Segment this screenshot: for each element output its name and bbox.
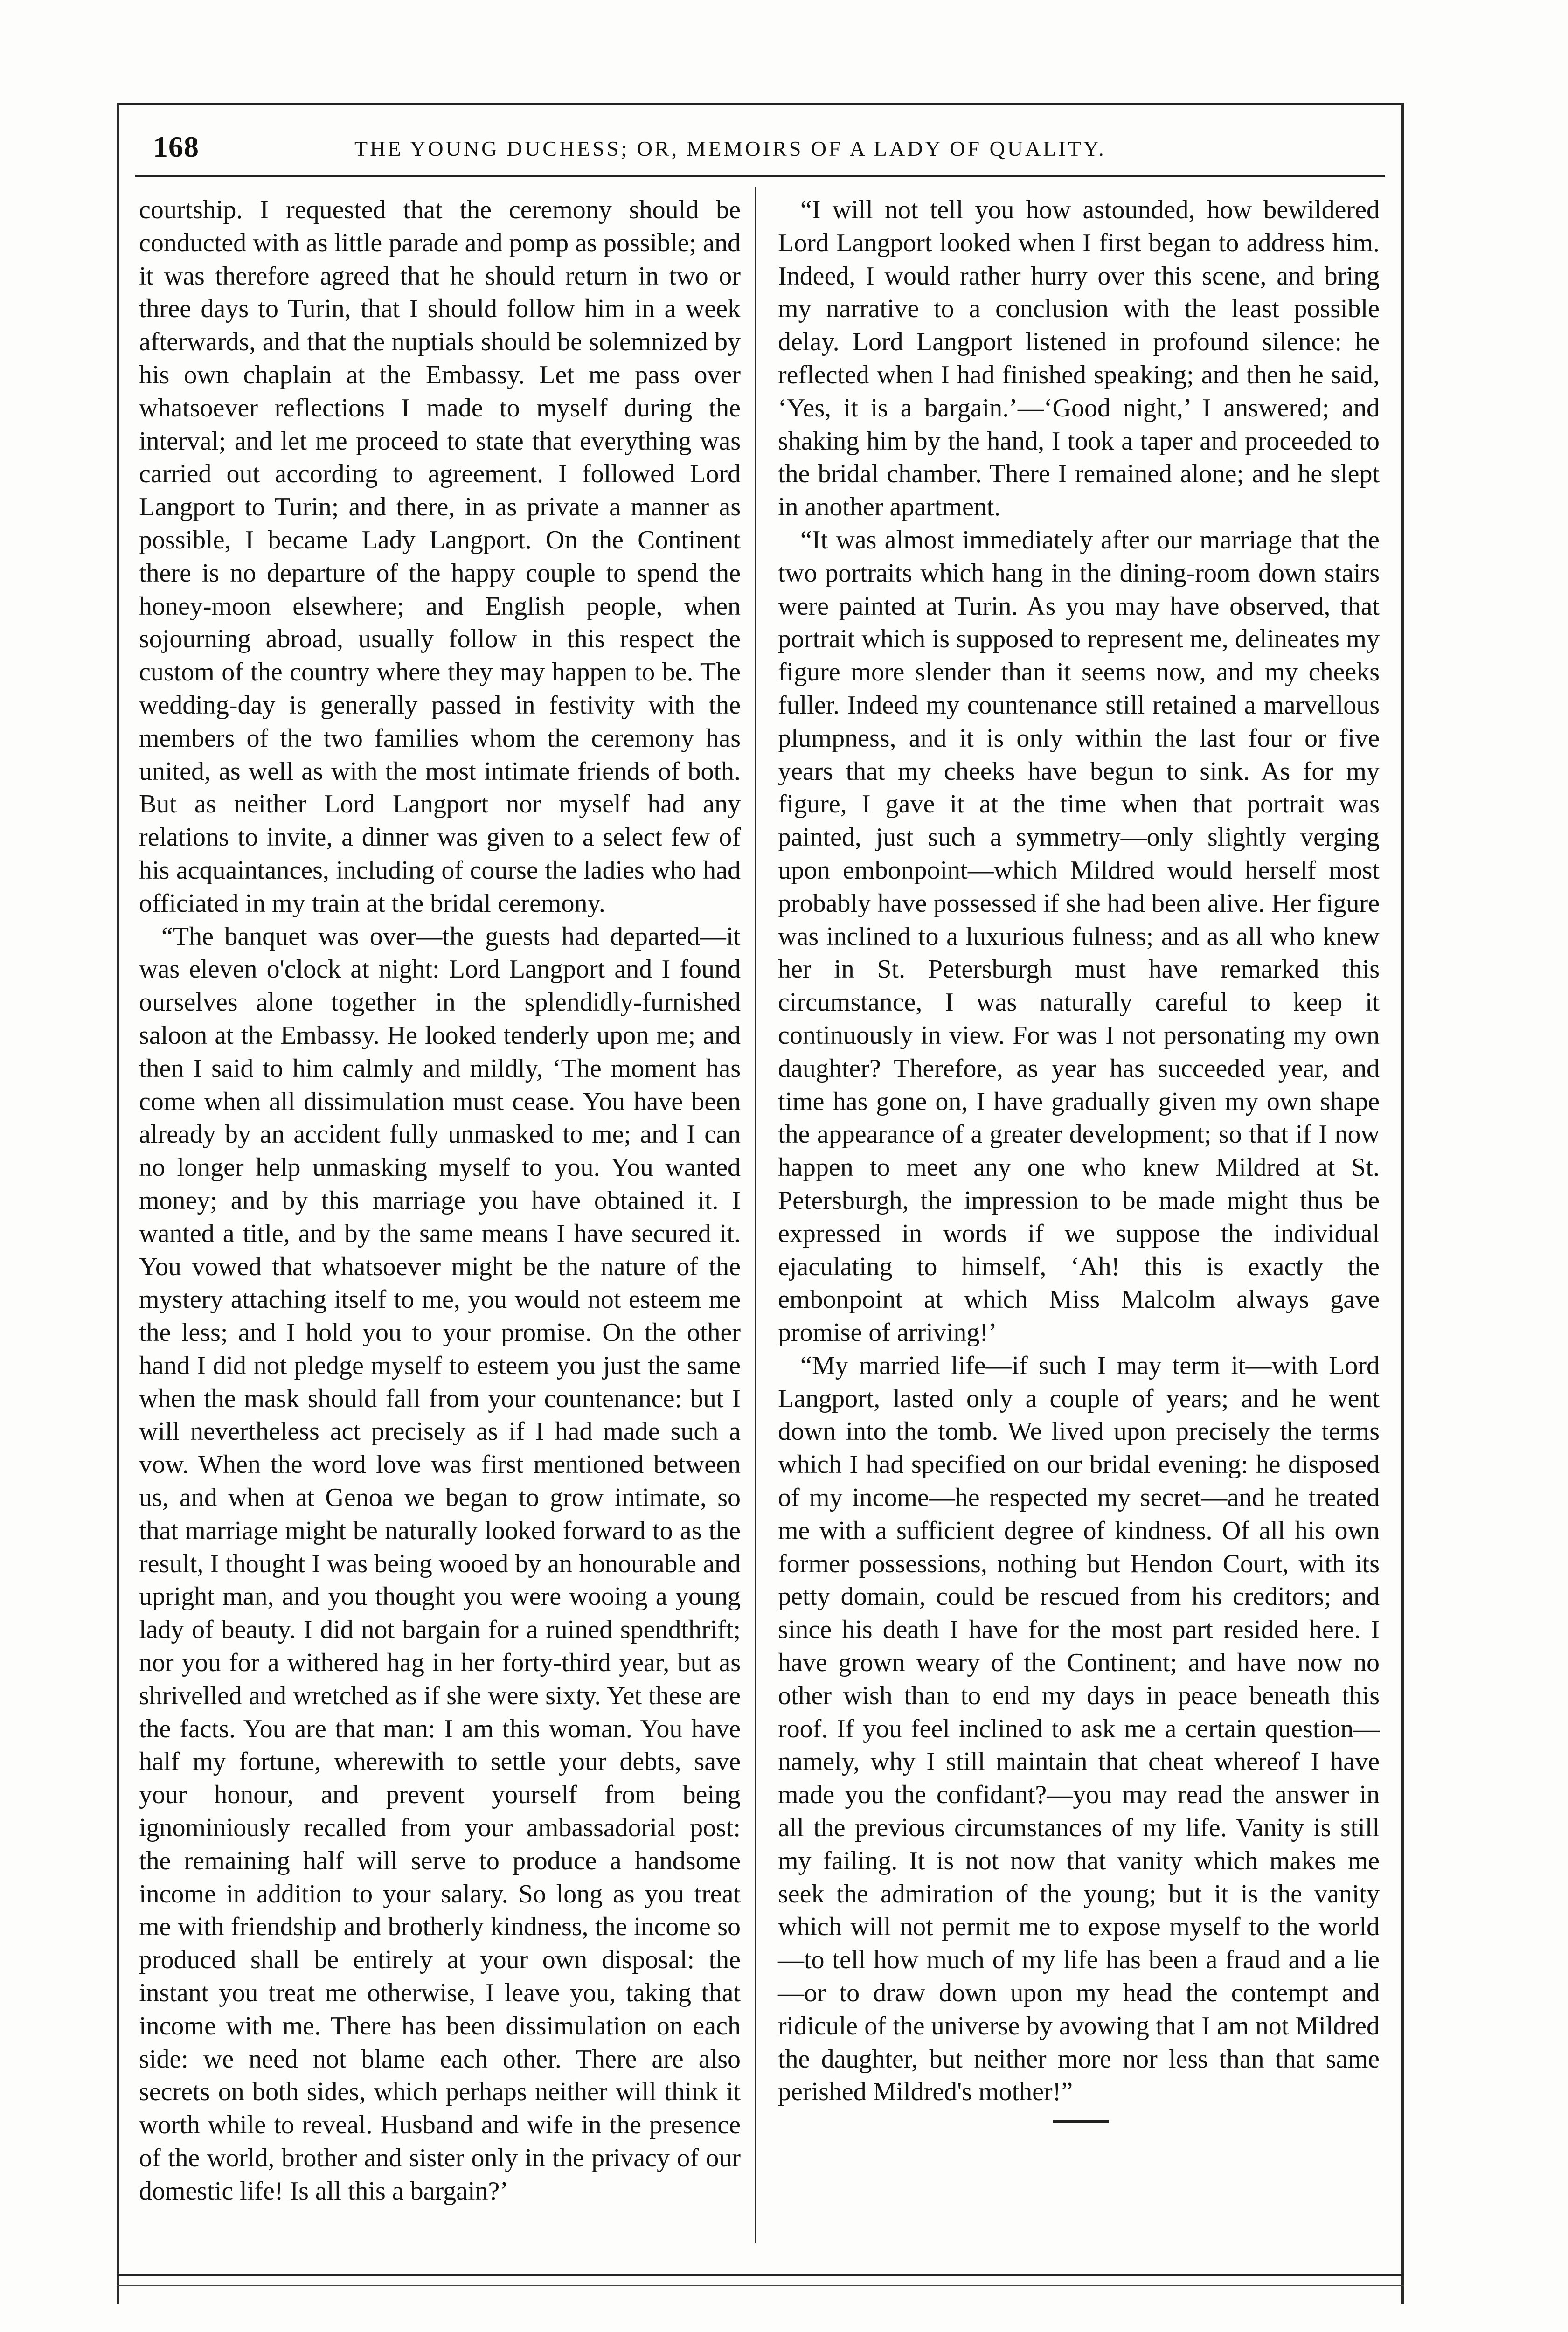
section-end-rule <box>1053 2120 1109 2123</box>
paragraph: courtship. I requested that the ceremony should be conducted with as little parade and pomp as possible; and it was therefore agreed that he should return in two or three days to Turin, that I should follow him in a week afterwards, and that the nuptials should be solemnized by his own chaplain at the Embassy. Let me pass over whatsoever reflections I made to myself during the interval; and let me proceed to state that everything was carried out according to agreement. I followed Lord Langport to Turin; and there, in as private a manner as possible, I became Lady Langport. On the Continent there is no departure of the happy couple to spend the honey-moon elsewhere; and English people, when sojourning abroad, usually follow in this respect the custom of the country where they may happen to be. The wedding-day is generally passed in festivity with the members of the two families whom the ceremony has united, as well as with the most intimate friends of both. But as neither Lord Langport nor myself had any relations to invite, a dinner was given to a select few of his acquaintances, including of course the ladies who had officiated in my train at the bridal ceremony. <box>139 195 741 918</box>
paragraph: “The banquet was over—the guests had departed—it was eleven o'clock at night: Lord Langport and I found ourselves alone together in the splendidly-furnished saloon at the Embassy. He looked tenderly upon me; and then I said to him calmly and mildly, ‘The moment has come when all dissimulation must cease. You have been already by an accident fully unmasked to me; and I can no longer help unmasking myself to you. You wanted money; and by this marriage you have obtained it. I wanted a title, and by the same means I have secured it. You vowed that whatsoever might be the nature of the mystery attaching itself to me, you would not esteem me the less; and I hold you to your promise. On the other hand I did not pledge myself to esteem you just the same when the mask should fall from your countenance: but I will nevertheless act precisely as if I had made such a vow. When the word love was first mentioned between us, and when at Genoa we began to grow intimate, so that marriage might be naturally looked forward to as the result, I thought I was being wooed by an honourable and upright man, and you thought you were wooing a young lady of beauty. I did not bargain for a ruined spendthrift; nor you for a withered hag in her forty-third year, but as shrivelled and wretched as if she were sixty. Yet these are the facts. You are that man: I am this woman. You have half my fortune, wherewith to settle your debts, save your honour, and prevent yourself from being ignominiously recalled from your ambassadorial post: the remaining half will serve to produce a handsome income in addition to your salary. So long as you treat me with friendship and brotherly kindness, the income so produced shall be entirely at your own disposal: the instant you treat me otherwise, I leave you, taking that income with me. There has been dissimulation on each side: we need not blame each other. There are also secrets on both sides, which perhaps neither will think it worth while to reveal. Husband and wife in the presence of the world, brother and sister only in the privacy of our domestic life! Is all this a bargain?’ <box>139 922 741 2206</box>
header-rule <box>135 175 1385 177</box>
bottom-rule-thin <box>117 2285 1404 2286</box>
paragraph: “It was almost immediately after our marriage that the two portraits which hang in the dining-room down stairs were painted at Turin. As you may have observed, that portrait which is supposed to represent me, delineates my figure more slender than it seems now, and my cheeks fuller. Indeed my countenance still retained a marvellous plumpness, and it is only within the last four or five years that my cheeks have begun to sink. As for my figure, I gave it at the time when that portrait was painted, just such a symmetry—only slightly verging upon embonpoint—which Mildred would herself most probably have possessed if she had been alive. Her figure was inclined to a luxurious fulness; and as all who knew her in St. Petersburgh must have remarked this circumstance, I was naturally careful to keep it continuously in view. For was I not personating my own daughter? Therefore, as year has succeeded year, and time has gone on, I have gradually given my own shape the appearance of a greater development; so that if I now happen to meet any one who knew Mildred at St. Petersburgh, the impression to be made might thus be expressed in words if we suppose the individual ejaculating to himself, ‘Ah! this is exactly the embonpoint at which Miss Malcolm always gave promise of arriving!’ <box>778 525 1380 1347</box>
page-number: 168 <box>153 130 199 163</box>
right-column <box>778 194 1380 2109</box>
left-column <box>139 194 741 2208</box>
paragraph: “My married life—if such I may term it—with Lord Langport, lasted only a couple of years; and he went down into the tomb. We lived upon precisely the terms which I had specified on our bridal evening: he disposed of my income—he respected my secret—and he treated me with a sufficient degree of kindness. Of all his own former possessions, nothing but Hendon Court, with its petty domain, could be rescued from his creditors; and since his death I have for the most part resided here. I have grown weary of the Continent; and have now no other wish than to end my days in peace beneath this roof. If you feel inclined to ask me a certain question—namely, why I still maintain that cheat whereof I have made you the confidant?—you may read the answer in all the previous circumstances of my life. Vanity is still my failing. It is not now that vanity which makes me seek the admiration of the young; but it is the vanity which will not permit me to expose myself to the world—to tell how much of my life has been a fraud and a lie—or to draw down upon my head the contempt and ridicule of the universe by avowing that I am not Mildred the daughter, but neither more nor less than that same perished Mildred's mother!” <box>778 1351 1380 2107</box>
running-title: THE YOUNG DUCHESS; OR, MEMOIRS OF A LADY OF QUALITY. <box>354 137 1106 160</box>
paragraph: “I will not tell you how astounded, how bewildered Lord Langport looked when I first began to address him. Indeed, I would rather hurry over this scene, and bring my narrative to a conclusion with the least possible delay. Lord Langport listened in profound silence: he reflected when I had finished speaking; and then he said, ‘Yes, it is a bargain.’—‘Good night,’ I answered; and shaking him by the hand, I took a taper and proceeded to the bridal chamber. There I remained alone; and he slept in another apartment. <box>778 195 1380 522</box>
column-divider <box>755 187 756 2243</box>
bottom-rule <box>117 2274 1404 2276</box>
